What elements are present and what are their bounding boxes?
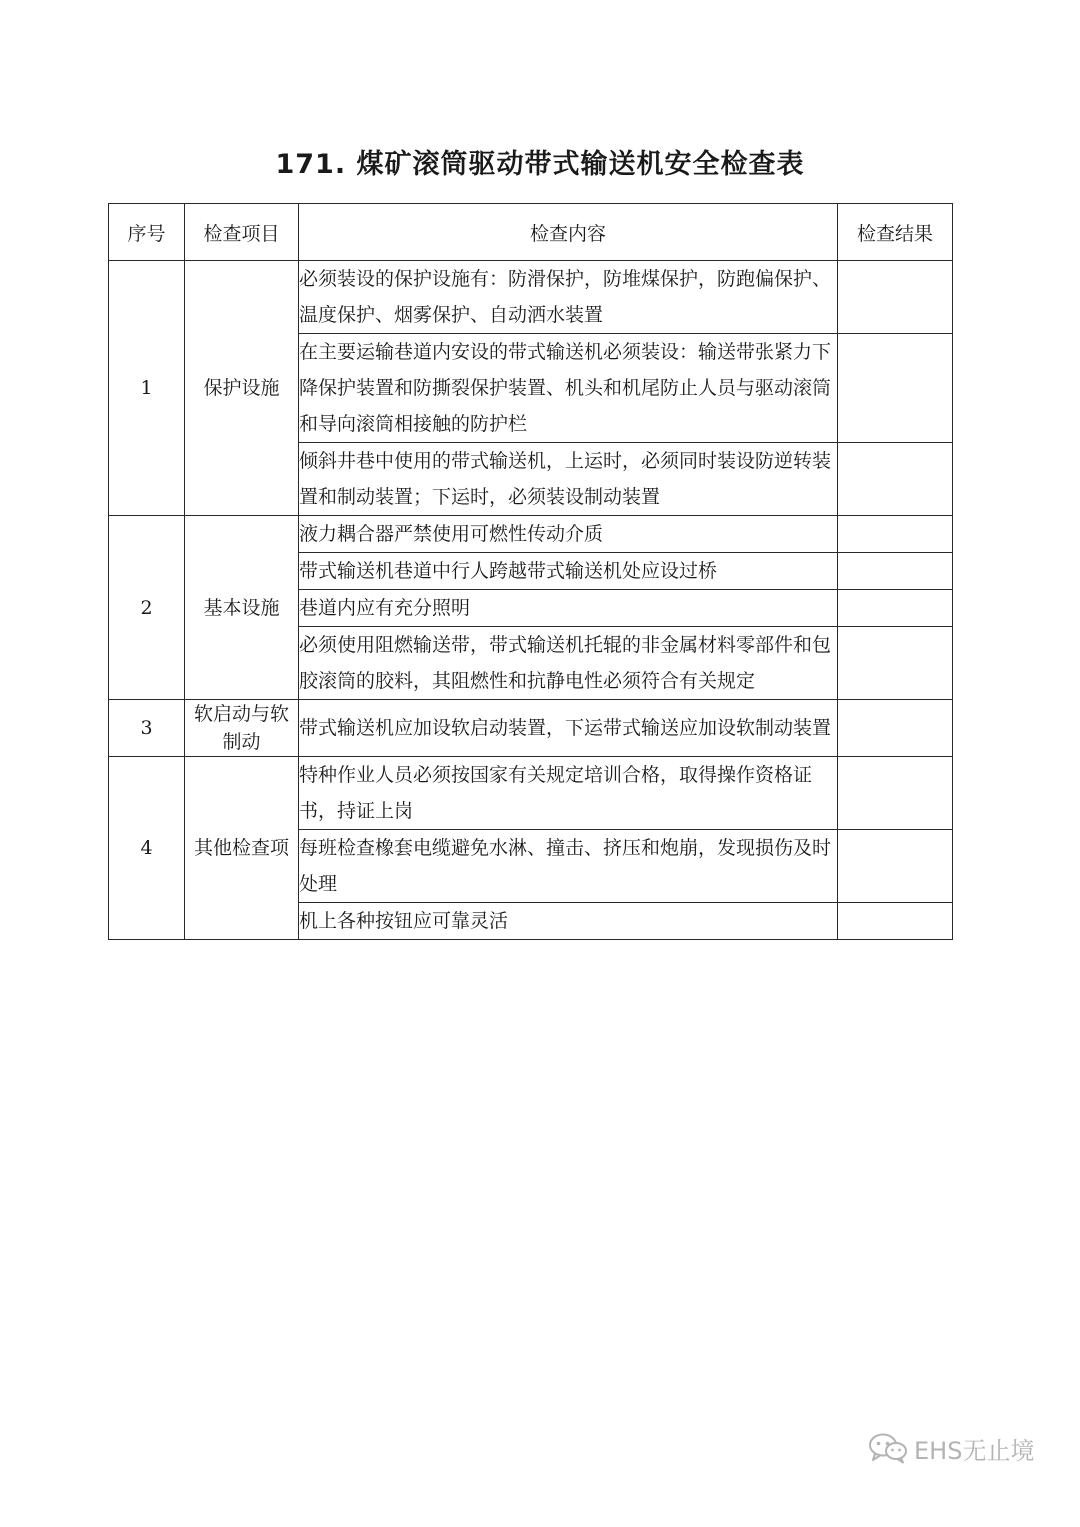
- header-num: 序号: [109, 204, 185, 261]
- wechat-icon: [868, 1432, 908, 1464]
- check-content: 带式输送机巷道中行人跨越带式输送机处应设过桥: [299, 553, 838, 590]
- check-content: 巷道内应有充分照明: [299, 590, 838, 627]
- check-result-cell[interactable]: [838, 261, 953, 334]
- watermark-text: EHS无止境: [914, 1436, 1035, 1465]
- check-result-cell[interactable]: [838, 627, 953, 700]
- check-item: 软启动与软制动: [185, 700, 299, 757]
- check-content: 每班检查橡套电缆避免水淋、撞击、挤压和炮崩，发现损伤及时处理: [299, 830, 838, 903]
- check-content: 在主要运输巷道内安设的带式输送机必须装设：输送带张紧力下降保护装置和防撕裂保护装置、机头和机尾防止人员与驱动滚筒和导向滚筒相接触的防护栏: [299, 334, 838, 443]
- table-row: [109, 700, 953, 757]
- check-item: 保护设施: [185, 261, 299, 516]
- page-title: 171. 煤矿滚筒驱动带式输送机安全检查表: [275, 149, 805, 180]
- check-result-cell[interactable]: [838, 553, 953, 590]
- header-result: 检查结果: [838, 204, 953, 261]
- check-content: 机上各种按钮应可靠灵活: [299, 903, 838, 940]
- check-result-cell[interactable]: [838, 700, 953, 757]
- check-result-cell[interactable]: [838, 830, 953, 903]
- check-item: 其他检查项: [185, 757, 299, 940]
- check-content: 特种作业人员必须按国家有关规定培训合格，取得操作资格证书，持证上岗: [299, 757, 838, 830]
- check-content: 带式输送机应加设软启动装置，下运带式输送应加设软制动装置: [299, 700, 838, 757]
- group-number: 2: [109, 516, 185, 700]
- check-content: 液力耦合器严禁使用可燃性传动介质: [299, 516, 838, 553]
- check-result-cell[interactable]: [838, 516, 953, 553]
- table-row: [109, 261, 953, 334]
- table-row: [109, 757, 953, 830]
- header-content: 检查内容: [299, 204, 838, 261]
- group-number: 3: [109, 700, 185, 757]
- check-item: 基本设施: [185, 516, 299, 700]
- safety-checklist-table: [108, 203, 953, 940]
- table-row: [109, 516, 953, 553]
- group-number: 4: [109, 757, 185, 940]
- check-result-cell[interactable]: [838, 757, 953, 830]
- check-content: 必须装设的保护设施有：防滑保护，防堆煤保护，防跑偏保护、温度保护、烟雾保护、自动洒水装置: [299, 261, 838, 334]
- check-result-cell[interactable]: [838, 443, 953, 516]
- check-result-cell[interactable]: [838, 334, 953, 443]
- group-number: 1: [109, 261, 185, 516]
- check-result-cell[interactable]: [838, 903, 953, 940]
- check-content: 必须使用阻燃输送带，带式输送机托辊的非金属材料零部件和包胶滚筒的胶料，其阻燃性和抗静电性必须符合有关规定: [299, 627, 838, 700]
- header-item: 检查项目: [185, 204, 299, 261]
- check-result-cell[interactable]: [838, 590, 953, 627]
- watermark: [868, 1430, 1034, 1466]
- table-header-row: [109, 204, 953, 261]
- check-content: 倾斜井巷中使用的带式输送机，上运时，必须同时装设防逆转装置和制动装置；下运时，必须装设制动装置: [299, 443, 838, 516]
